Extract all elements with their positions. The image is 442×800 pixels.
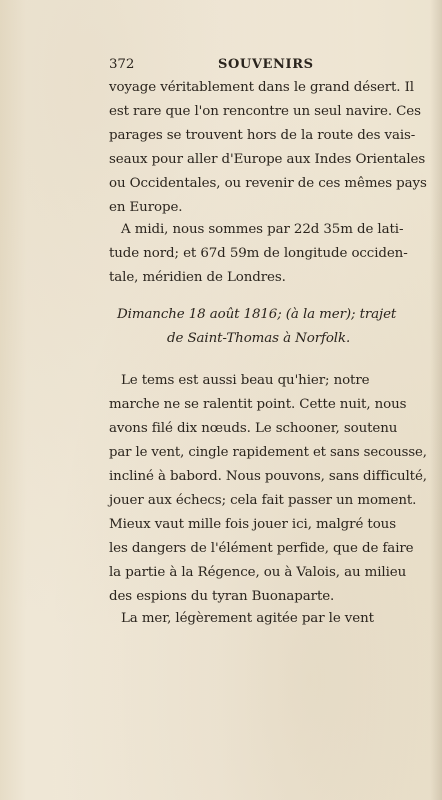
text-line: par le vent, cingle rapidement et sans secousse, (109, 445, 427, 460)
text-line: ou Occidentales, ou revenir de ces mêmes pays (109, 176, 427, 191)
running-title: SOUVENIRS (218, 57, 314, 72)
text-line: seaux pour aller d'Europe aux Indes Orientales (109, 152, 426, 167)
text-line: A midi, nous sommes par 22d 35m de lati- (121, 222, 404, 237)
text-line: tude nord; et 67d 59m de longitude occiden- (109, 246, 408, 261)
text-line: Le tems est aussi beau qu'hier; notre (121, 373, 370, 388)
text-line: voyage véritablement dans le grand désert. Il (109, 80, 414, 95)
text-line: les dangers de l'élément perfide, que de faire (109, 541, 414, 556)
text-line: La mer, légèrement agitée par le vent (121, 611, 374, 626)
page-gutter-shadow (430, 0, 442, 800)
text-line: incliné à babord. Nous pouvons, sans difficulté, (109, 469, 427, 484)
text-line: en Europe. (109, 200, 183, 215)
text-line: parages se trouvent hors de la route des vais- (109, 128, 416, 143)
text-line: marche ne se ralentit point. Cette nuit, nous (109, 397, 407, 412)
section-heading-line: de Saint-Thomas à Norfolk. (167, 331, 351, 346)
text-line: tale, méridien de Londres. (109, 270, 286, 285)
text-line: est rare que l'on rencontre un seul navire. Ces (109, 104, 421, 119)
text-line: la partie à la Régence, ou à Valois, au milieu (109, 565, 407, 580)
text-line: Mieux vaut mille fois jouer ici, malgré tous (109, 517, 396, 532)
page-number: 372 (109, 57, 135, 72)
section-heading-line: Dimanche 18 août 1816; (à la mer); trajet (117, 307, 397, 322)
text-line: jouer aux échecs; cela fait passer un moment. (109, 493, 417, 508)
text-line: des espions du tyran Buonaparte. (109, 589, 335, 604)
text-line: avons filé dix nœuds. Le schooner, soutenu (109, 421, 398, 436)
